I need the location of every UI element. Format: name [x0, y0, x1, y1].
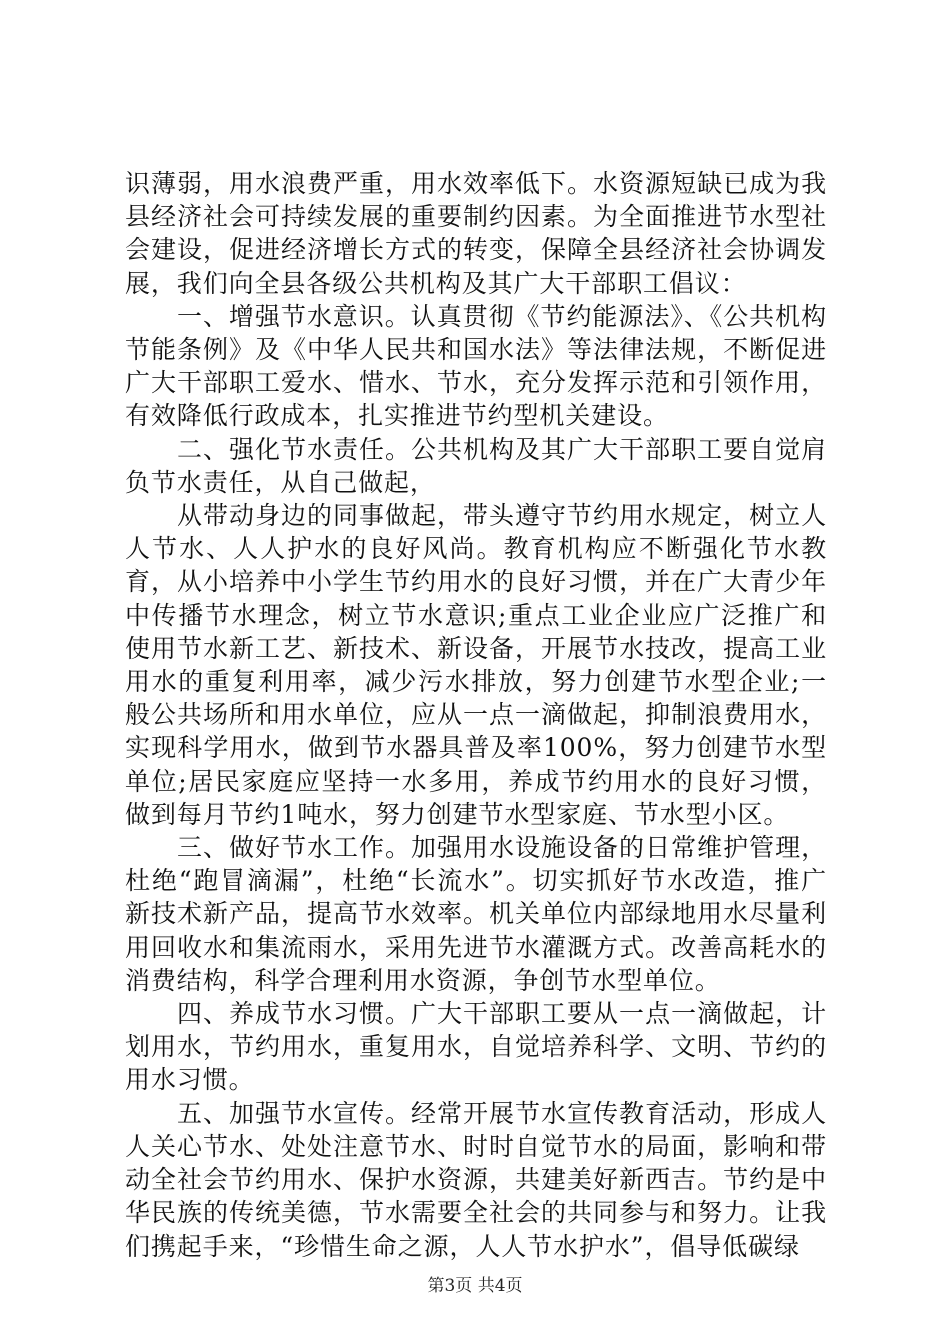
paragraph-item-2-continued: 从带动身边的同事做起，带头遵守节约用水规定，树立人人节水、人人护水的良好风尚。教育机构应不断强化节水教育，从小培养中小学生节约用水的良好习惯，并在广大青少年中传播节水理念，树立节水意识;重点工业企业应广泛推广和使用节水新工艺、新技术、新设备，开展节水技改，提高工业用水的重复利用率，减少污水排放，努力创建节水型企业;一般公共场所和用水单位，应从一点一滴做起，抑制浪费用水，实现科学用水，做到节水器具普及率100%，努力创建节水型单位;居民家庭应坚持一水多用，养成节约用水的良好习惯，做到每月节约1吨水，努力创建节水型家庭、节水型小区。 [125, 501, 827, 829]
paragraph-continuation: 识薄弱，用水浪费严重，用水效率低下。水资源短缺已成为我县经济社会可持续发展的重要制约因素。为全面推进节水型社会建设，促进经济增长方式的转变，保障全县经济社会协调发展，我们向全县各级公共机构及其广大干部职工倡议： [125, 169, 827, 298]
page-footer: 第3页 共4页 [427, 1276, 523, 1296]
paragraph-item-5: 五、加强节水宣传。经常开展节水宣传教育活动，形成人人关心节水、处处注意节水、时时自觉节水的局面，影响和带动全社会节约用水、保护水资源，共建美好新西吉。节约是中华民族的传统美德，节水需要全社会的共同参与和努力。让我们携起手来，“珍惜生命之源，人人节水护水”，倡导低碳绿 [125, 1098, 827, 1261]
paragraph-item-1: 一、增强节水意识。认真贯彻《节约能源法》、《公共机构节能条例》及《中华人民共和国水法》等法律法规，不断促进广大干部职工爱水、惜水、节水，充分发挥示范和引领作用，有效降低行政成本，扎实推进节约型机关建设。 [125, 301, 827, 431]
paragraph-item-3: 三、做好节水工作。加强用水设施设备的日常维护管理，杜绝“跑冒滴漏”，杜绝“长流水”。切实抓好节水改造，推广新技术新产品，提高节水效率。机关单位内部绿地用水尽量利用回收水和集流雨水，采用先进节水灌溉方式。改善高耗水的消费结构，科学合理利用水资源，争创节水型单位。 [125, 833, 827, 995]
document-body [125, 167, 827, 1263]
paragraph-item-4: 四、养成节水习惯。广大干部职工要从一点一滴做起，计划用水，节约用水，重复用水，自觉培养科学、文明、节约的用水习惯。 [125, 999, 827, 1095]
paragraph-item-2: 二、强化节水责任。公共机构及其广大干部职工要自觉肩负节水责任，从自己做起， [125, 434, 827, 497]
